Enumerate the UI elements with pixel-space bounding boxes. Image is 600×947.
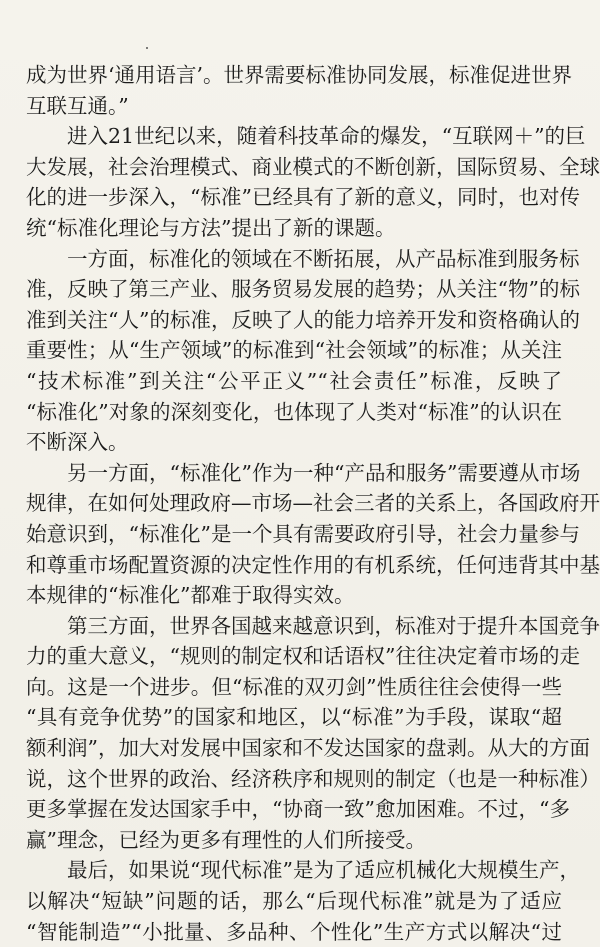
text-line: 本规律的“标准化”都难于取得实效。 [26,583,355,608]
text-line: 不断深入。 [26,430,129,455]
text-line: “智能制造”“小批量、多品种、个性化”生产方式以解决“过 [26,919,562,944]
text-line: 第三方面，世界各国越来越意识到，标准对于提升本国竞争 [26,613,600,638]
paragraph [26,611,600,856]
text-line: 向。这是一个进步。但“标准的双刃剑”性质往往会使得一些 [26,674,562,699]
text-line: 化的进一步深入，“标准”已经具有了新的意义，同时，也对传 [26,185,580,210]
text-line: 以解决“短缺”问题的话，那么“后现代标准”就是为了适应 [26,889,562,914]
text-line: 准到关注“人”的标准，反映了人的能力培养开发和资格确认的 [26,307,580,332]
text-line: 说，这个世界的政治、经济秩序和规则的制定（也是一种标准） [26,766,600,791]
text-line: 互联互通。” [26,93,129,118]
text-line: 更多掌握在发达国家手中，“协商一致”愈加困难。不过，“多 [26,797,570,822]
text-line: 力的重大意义，“规则的制定权和话语权”往往决定着市场的走 [26,644,580,669]
text-line: 始意识到，“标准化”是一个具有需要政府引导，社会力量参与 [26,521,580,546]
text-line: 统“标准化理论与方法”提出了新的课题。 [26,215,396,240]
text-line: “具有竞争优势”的国家和地区，以“标准”为手段，谋取“超 [26,705,562,730]
text-line: 额利润”，加大对发展中国家和不发达国家的盘剥。从大的方面 [26,736,590,761]
text-line: 准，反映了第三产业、服务贸易发展的趋势；从关注“物”的标 [26,277,580,302]
text-line: 重要性；从“生产领域”的标准到“社会领域”的标准；从关注 [26,338,562,363]
text-line: “标准化”对象的深刻变化，也体现了人类对“标准”的认识在 [26,399,562,424]
text-line: 进入21世纪以来，随着科技革命的爆发，“互联网＋”的巨 [26,124,586,149]
text-line: 大发展，社会治理模式、商业模式的不断创新，国际贸易、全球 [26,154,600,179]
text-line: 最后，如果说“现代标准”是为了适应机械化大规模生产， [26,858,580,883]
paragraph [26,121,600,243]
text-line: 成为世界‘通用语言’。世界需要标准协同发展，标准促进世界 [26,63,573,87]
body-text [26,60,600,947]
text-line: 另一方面，“标准化”作为一种“产品和服务”需要遵从市场 [26,460,581,485]
text-line: 规律，在如何处理政府—市场—社会三者的关系上，各国政府开 [26,491,600,516]
paragraph [26,855,580,947]
text-line: “技术标准”到关注“公平正义”“社会责任”标准，反映了 [26,368,562,393]
paragraph [26,458,600,611]
text-line: 赢”理念，已经为更多有理性的人们所接受。 [26,827,426,852]
print-speck [146,47,148,49]
text-line: 和尊重市场配置资源的决定性作用的有机系统，任何违背其中基 [26,552,600,577]
paragraph [26,60,573,121]
paragraph [26,244,580,458]
text-line: 一方面，标准化的领域在不断拓展，从产品标准到服务标 [26,246,580,271]
